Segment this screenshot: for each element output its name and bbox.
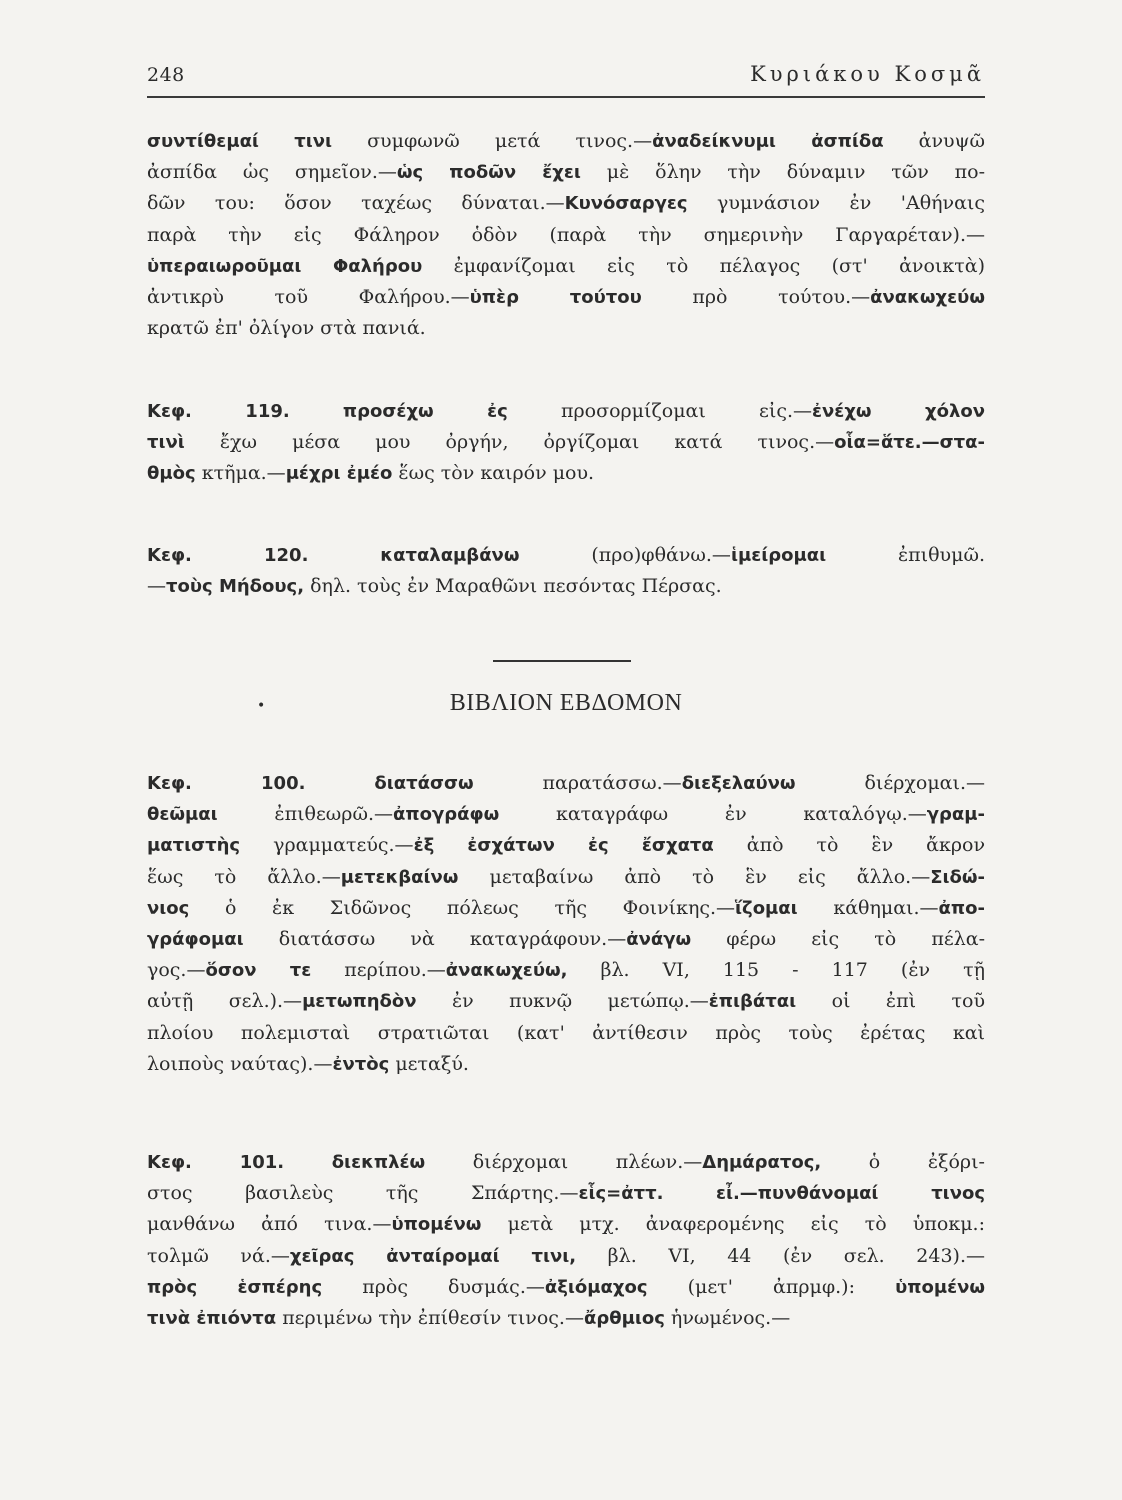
lemma: ὑπὲρ τούτου (469, 286, 642, 308)
text-line (147, 955, 985, 986)
text-line (147, 1241, 985, 1272)
paragraph (147, 396, 985, 490)
text-line (147, 924, 985, 955)
lemma: ὡς ποδῶν ἔχει (396, 162, 581, 184)
lemma: ἵζομαι (735, 897, 798, 919)
lemma: ὑπεραιωροῦμαι Φαλήρου (147, 255, 423, 277)
gloss (308, 544, 380, 566)
gloss: ἕως τὸ ἄλλο.— (147, 865, 341, 888)
lemma: Κυνόσαργες (564, 193, 688, 215)
text-line (147, 220, 985, 251)
gloss: περιμένω τὴν ἐπίθεσίν τινος.— (276, 1306, 584, 1329)
gloss: (προ)φθάνω.— (519, 544, 731, 566)
lemma: καταλαμβάνω (380, 545, 520, 566)
gloss: ἐπιθυμῶ. (826, 544, 985, 566)
gloss: βλ. VI, 115 - 117 (ἐν τῇ (567, 959, 985, 982)
lemma: προσέχω ἐς (342, 401, 508, 422)
text-line (147, 157, 985, 188)
lemma: μετεκβαίνω (340, 866, 459, 888)
text-line (147, 540, 985, 571)
lemma: ὑπομένω (391, 1214, 482, 1236)
gloss: δηλ. τοὺς ἐν Μαραθῶνι πεσόντας Πέρσας. (304, 575, 722, 598)
gloss: μεταξύ. (389, 1052, 469, 1075)
text-line (147, 799, 985, 830)
lemma: Κεφ. 119. (147, 401, 290, 422)
gloss: ἀσπίδα ὡς σημεῖον.— (147, 161, 397, 184)
gloss: διέρχομαι πλέων.— (425, 1151, 703, 1173)
gloss: γος.— (147, 959, 206, 982)
text-line (147, 862, 985, 893)
lemma: τοὺς Μήδους, (166, 576, 305, 598)
gloss: — (147, 575, 166, 598)
lemma: διεξελαύνω (681, 773, 796, 794)
gloss: ἐν πυκνῷ μετώπῳ.— (416, 990, 709, 1013)
gloss: διατάσσω νὰ καταγράφουν.— (243, 927, 627, 950)
gloss: πρὸ τούτου.— (641, 285, 871, 308)
stray-mark: • (257, 698, 266, 714)
gloss: γραμματεύς.— (240, 834, 414, 857)
gloss: ἔχω μέσα μου ὀργήν, ὀργίζομαι κατά τινος.— (184, 431, 835, 454)
paragraph (147, 768, 985, 1080)
gloss: οἱ ἐπὶ τοῦ (796, 990, 985, 1013)
gloss: ἐμφανίζομαι εἰς τὸ πέλαγος (στ' ἀνοικτὰ) (422, 254, 985, 277)
running-head: Κυριάκου Κοσμᾶ (750, 62, 985, 86)
gloss: κτῆμα.— (195, 462, 286, 485)
lemma: ἀνακωχεύω (870, 286, 985, 308)
gloss: μετὰ μτχ. ἀναφερομένης εἰς τὸ ὑποκμ.: (481, 1213, 985, 1236)
gloss (284, 1151, 332, 1173)
lemma: Δημάρατος, (702, 1152, 822, 1173)
text-line (147, 830, 985, 861)
gloss: ἀντικρὺ τοῦ Φαλήρου.— (147, 285, 470, 308)
gloss: ὁ ἐξόρι- (821, 1151, 985, 1173)
lemma: εἶ.—πυνθάνομαί τινος (715, 1183, 985, 1205)
gloss: στος βασιλεὺς τῆς Σπάρτης.— (147, 1182, 579, 1205)
text-line (147, 427, 985, 458)
header-rule (147, 96, 985, 98)
lemma: τινὶ (147, 432, 185, 454)
gloss: φέρω εἰς τὸ πέλα- (691, 927, 986, 950)
text-line (147, 1209, 985, 1240)
gloss: ἀνυψῶ (883, 130, 985, 152)
lemma: ἱμείρομαι (730, 545, 827, 566)
paragraph (147, 126, 985, 344)
gloss: παρατάσσω.— (473, 772, 682, 794)
lemma: ἀξιόμαχος (544, 1276, 648, 1298)
lemma: οἷα=ἅτε.—στα- (834, 432, 985, 454)
text-line (147, 1049, 985, 1080)
lemma: Σιδώ- (930, 866, 985, 888)
gloss: συμφωνῶ μετά τινος.— (332, 130, 653, 152)
lemma: ὅσον τε (205, 960, 312, 982)
text-line (147, 188, 985, 219)
paragraph (147, 1147, 985, 1334)
lemma: ὑπομένω (895, 1276, 986, 1298)
text-line (147, 986, 985, 1017)
text-line (147, 893, 985, 924)
text-line (147, 1272, 985, 1303)
gloss: ἐπιθεωρῶ.— (217, 803, 393, 826)
section-divider (493, 660, 631, 662)
lemma: Κεφ. 120. (147, 545, 309, 566)
gloss: (μετ' ἀπρμφ.): (647, 1275, 896, 1298)
lemma: μέχρι ἐμέο (285, 463, 393, 485)
gloss: παρὰ τὴν εἰς Φάληρον ὁδὸν (παρὰ τὴν σημερινὴν Γαργαρέταν).— (147, 223, 985, 246)
gloss (305, 772, 374, 794)
lemma: ἐξ ἐσχάτων ἐς ἔσχατα (413, 835, 714, 857)
gloss: ὁ ἐκ Σιδῶνος πόλεως τῆς Φοινίκης.— (189, 896, 736, 919)
lemma: διατάσσω (374, 773, 474, 794)
gloss: κάθημαι.— (797, 896, 939, 919)
lemma: ἀπο- (938, 897, 985, 919)
text-line (147, 1018, 985, 1049)
gloss: βλ. VI, 44 (ἐν σελ. 243).— (576, 1244, 985, 1267)
gloss: δῶν του: ὅσον ταχέως δύναται.— (147, 192, 565, 215)
gloss: μεταβαίνω ἀπὸ τὸ ἓν εἰς ἄλλο.— (458, 865, 931, 888)
gloss: αὐτῇ σελ.).— (147, 990, 303, 1013)
gloss: μὲ ὅλην τὴν δύναμιν τῶν πο- (580, 161, 986, 184)
text-line (147, 313, 985, 344)
gloss: πρὸς δυσμάς.— (322, 1275, 545, 1298)
lemma: πρὸς ἑσπέρης (147, 1276, 323, 1298)
lemma: εἷς=ἀττ. (578, 1183, 664, 1205)
page-number: 248 (147, 64, 185, 86)
lemma: Κεφ. 101. (147, 1152, 285, 1173)
gloss: προσορμίζομαι εἰς.— (507, 400, 813, 422)
section-heading: ΒΙΒΛΙΟΝ ΕΒΔΟΜΟΝ (449, 690, 683, 716)
gloss: κρατῶ ἐπ' ὀλίγον στὰ πανιά. (147, 317, 426, 340)
gloss (663, 1182, 716, 1204)
text-line (147, 571, 985, 602)
gloss: περίπου.— (311, 959, 446, 982)
lemma: ἐπιβάται (708, 991, 797, 1013)
gloss: τολμῶ νά.— (147, 1244, 290, 1267)
gloss: πλοίου πολεμισταὶ στρατιῶται (κατ' ἀντίθεσιν πρὸς τοὺς ἐρέτας καὶ (147, 1021, 985, 1044)
text-line (147, 282, 985, 313)
gloss (290, 400, 343, 422)
lemma: χεῖρας ἀνταίρομαί τινι, (289, 1245, 577, 1267)
page-header (147, 62, 985, 92)
gloss: καταγράφω ἐν καταλόγῳ.— (499, 803, 927, 826)
lemma: συντίθεμαί τινι (147, 131, 333, 152)
lemma: ἀνάγω (626, 928, 692, 950)
lemma: γράφομαι (147, 928, 244, 950)
lemma: μετωπηδὸν (302, 991, 417, 1013)
gloss: λοιποὺς ναύτας).— (147, 1052, 333, 1075)
lemma: νιος (147, 897, 190, 919)
lemma: ἀναδείκνυμι ἀσπίδα (652, 131, 884, 152)
gloss: διέρχομαι.— (795, 772, 985, 794)
text-line (147, 1303, 985, 1334)
text-line (147, 1147, 985, 1178)
gloss: γυμνάσιον ἐν 'Αθήναις (687, 192, 985, 215)
lemma: ἀνακωχεύω, (445, 960, 568, 982)
text-line (147, 1178, 985, 1209)
lemma: ἐνέχω χόλον (812, 401, 985, 422)
gloss: ἡνωμένος.— (664, 1306, 791, 1329)
lemma: ματιστὴς (147, 835, 241, 857)
text-line (147, 251, 985, 282)
lemma: τινὰ ἐπιόντα (147, 1307, 277, 1329)
paragraph (147, 540, 985, 602)
text-line (147, 396, 985, 427)
lemma: θεῶμαι (147, 804, 218, 826)
lemma: ἐντὸς (332, 1053, 390, 1075)
lemma: ἄρθμιος (583, 1307, 665, 1329)
text-line (147, 126, 985, 157)
text-line (147, 768, 985, 799)
gloss: ἀπὸ τὸ ἓν ἄκρον (713, 834, 986, 857)
lemma: διεκπλέω (331, 1152, 426, 1173)
lemma: ἀπογράφω (393, 804, 500, 826)
lemma: γραμ- (926, 804, 985, 826)
text-line (147, 458, 985, 489)
gloss: μανθάνω ἀπό τινα.— (147, 1213, 392, 1236)
lemma: Κεφ. 100. (147, 773, 306, 794)
gloss: ἕως τὸν καιρόν μου. (392, 462, 595, 485)
lemma: θμὸς (147, 463, 196, 485)
